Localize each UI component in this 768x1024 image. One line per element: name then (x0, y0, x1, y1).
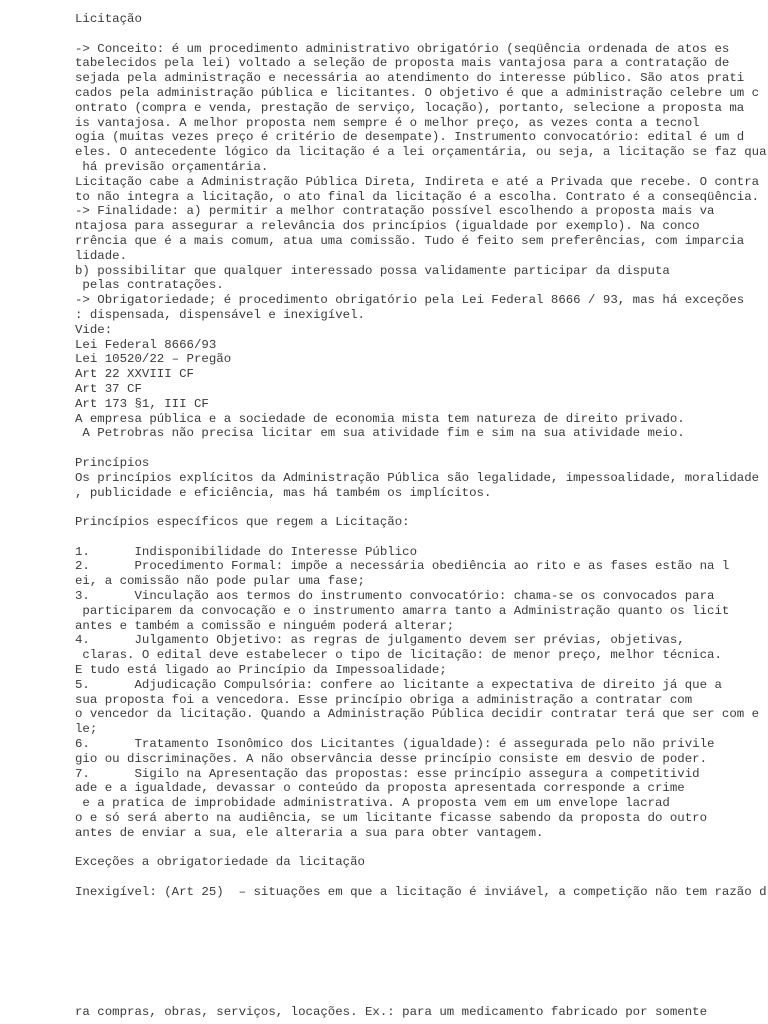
document-body (75, 12, 768, 900)
text-line: antes e também a comissão e ninguém poderá alterar; (75, 618, 455, 633)
text-line: antes de enviar a sua, ele alteraria a sua para obter vantagem. (75, 825, 544, 840)
text-line: Vide: (75, 322, 113, 337)
text-line: ogia (muitas vezes preço é critério de desempate). Instrumento convocatório: edital é um d (75, 130, 745, 145)
text-line (75, 530, 768, 545)
text-line: ei, a comissão não pode pular uma fase; (75, 574, 365, 589)
text-line (75, 870, 768, 885)
text-line: A empresa pública e a sociedade de economia mista tem natureza de direito privado. (75, 411, 685, 426)
text-line: Os princípios explícitos da Administração Pública são legalidade, impessoalidade, moralidade (75, 470, 760, 485)
text-line: 3. Vinculação aos termos do instrumento convocatório: chama-se os convocados para (75, 589, 715, 604)
text-line: Lei Federal 8666/93 (75, 337, 217, 352)
text-line: e a pratica de improbidade administrativa. A proposta vem em um envelope lacrad (75, 796, 670, 811)
text-line: sejada pela administração e necessária ao atendimento do interesse público. São atos prati (75, 71, 745, 86)
text-line: to não integra a licitação, o ato final da licitação é a escolha. Contrato é a conseqüência. (75, 189, 760, 204)
text-line: b) possibilitar que qualquer interessado possa validamente participar da disputa (75, 263, 670, 278)
text-line: Inexigível: (Art 25) – situações em que a licitação é inviável, a competição não tem razão d (75, 885, 767, 900)
text-line: E tudo está ligado ao Princípio da Impessoalidade; (75, 663, 447, 678)
text-line: le; (75, 722, 98, 737)
text-line: gio ou discriminações. A não observância desse princípio consiste em desvio de poder. (75, 751, 708, 766)
text-line: Lei 10520/22 – Pregão (75, 352, 232, 367)
text-line: ade e a igualdade, devassar o conteúdo da proposta apresentada corresponde a crime (75, 781, 685, 796)
text-line: , publicidade e eficiência, mas há também os implícitos. (75, 485, 492, 500)
text-line: sua proposta foi a vencedora. Esse princípio obriga a administração a contratar com (75, 692, 693, 707)
text-line: : dispensada, dispensável e inexigível. (75, 307, 365, 322)
text-line: ontrato (compra e venda, prestação de serviço, locação), portanto, selecione a proposta ma (75, 100, 745, 115)
text-line: 6. Tratamento Isonômico dos Licitantes (igualdade): é assegurada pelo não privile (75, 737, 715, 752)
text-line: Licitação (75, 12, 142, 26)
text-line: rrência que é a mais comum, atua uma comissão. Tudo é feito sem preferências, com imparcia (75, 233, 745, 248)
text-line: tabelecidos pela lei) voltado a seleção de proposta mais vantajosa para a contratação de (75, 56, 730, 71)
text-line: 2. Procedimento Formal: impõe a necessária obediência ao rito e as fases estão na l (75, 559, 730, 574)
text-line: -> Finalidade: a) permitir a melhor contratação possível escolhendo a proposta mais va (75, 204, 715, 219)
text-line: Princípios específicos que regem a Licitação: (75, 515, 410, 530)
text-line: há previsão orçamentária. (75, 159, 269, 174)
document-tail-line: ra compras, obras, serviços, locações. Ex.: para um medicamento fabricado por somente (75, 1005, 708, 1019)
text-line: claras. O edital deve estabelecer o tipo de licitação: de menor preço, melhor técnica. (75, 648, 722, 663)
text-line: 4. Julgamento Objetivo: as regras de julgamento devem ser prévias, objetivas, (75, 633, 685, 648)
text-line: pelas contratações. (75, 278, 224, 293)
text-line: 7. Sigilo na Apresentação das propostas: esse princípio assegura a competitivid (75, 766, 700, 781)
text-line (75, 27, 768, 42)
text-line: o e só será aberto na audiência, se um licitante ficasse sabendo da proposta do outro (75, 811, 708, 826)
text-line: lidade. (75, 248, 128, 263)
text-line: Art 22 XXVIII CF (75, 367, 194, 382)
text-line: A Petrobras não precisa licitar em sua atividade fim e sim na sua atividade meio. (75, 426, 685, 441)
text-line: eles. O antecedente lógico da licitação é a lei orçamentária, ou seja, a licitação se faz qua (75, 145, 767, 160)
text-line: participarem da convocação e o instrumento amarra tanto a Administração quanto os licit (75, 603, 730, 618)
text-line: Licitação cabe a Administração Pública Direta, Indireta e até a Privada que recebe. O contra (75, 174, 760, 189)
text-line: Art 173 §1, III CF (75, 396, 209, 411)
text-line: is vantajosa. A melhor proposta nem sempre é o melhor preço, as vezes conta a tecnol (75, 115, 700, 130)
text-line: 5. Adjudicação Compulsória: confere ao licitante a expectativa de direito já que a (75, 677, 722, 692)
text-line (75, 841, 768, 856)
text-line: Princípios (75, 455, 150, 470)
text-line: -> Conceito: é um procedimento administrativo obrigatório (seqüência ordenada de atos es (75, 41, 730, 56)
text-line: Art 37 CF (75, 381, 142, 396)
text-line: -> Obrigatoriedade; é procedimento obrigatório pela Lei Federal 8666 / 93, mas há exceções (75, 293, 745, 308)
text-line: cados pela administração pública e licitantes. O objetivo é que a administração celebre um c (75, 85, 760, 100)
text-line (75, 441, 768, 456)
text-line: o vencedor da licitação. Quando a Administração Pública decidir contratar terá que ser com e (75, 707, 760, 722)
text-line: ntajosa para assegurar a relevância dos princípios (igualdade por exemplo). Na conco (75, 219, 700, 234)
text-line: Exceções a obrigatoriedade da licitação (75, 855, 365, 870)
text-line: 1. Indisponibilidade do Interesse Público (75, 544, 418, 559)
text-line (75, 500, 768, 515)
